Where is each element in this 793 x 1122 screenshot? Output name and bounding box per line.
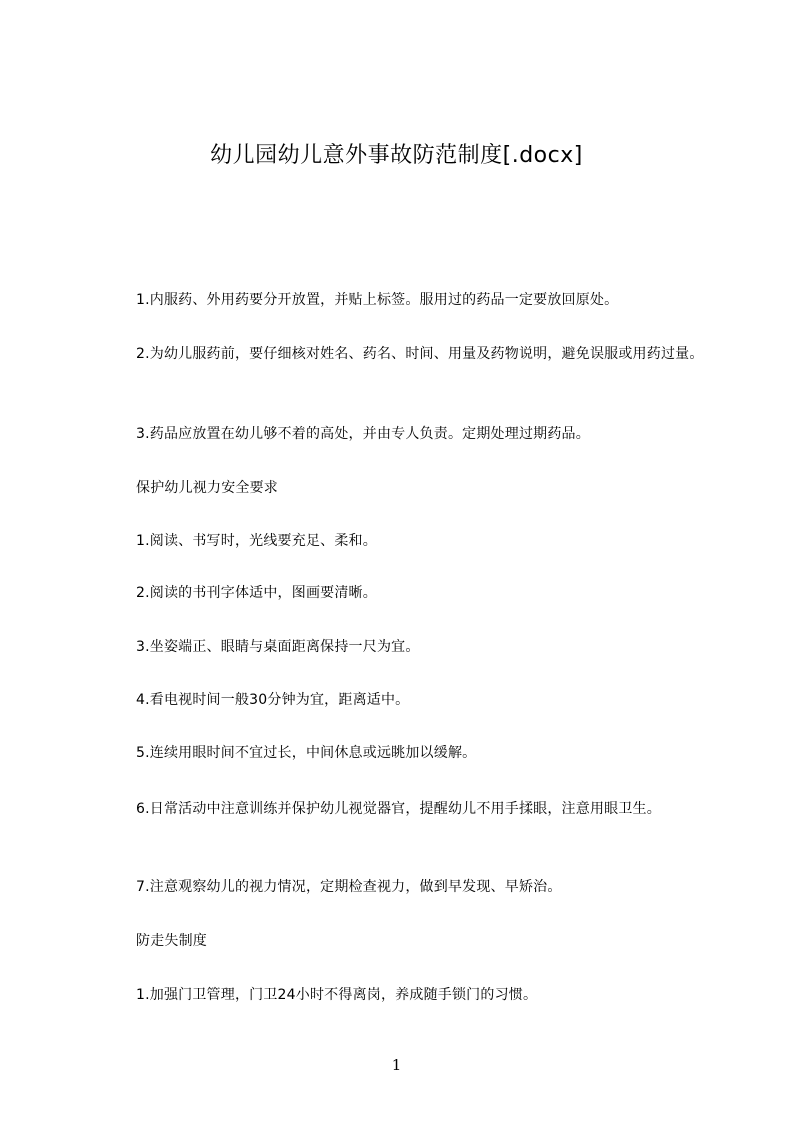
- paragraph-vision-5: 5.连续用眼时间不宜过长，中间休息或远眺加以缓解。: [136, 745, 477, 761]
- document-title: 幼儿园幼儿意外事故防范制度[.docx]: [210, 143, 583, 168]
- paragraph-vision-4: 4.看电视时间一般30分钟为宜，距离适中。: [136, 692, 410, 708]
- paragraph-gate-management: 1.加强门卫管理，门卫24小时不得离岗，养成随手锁门的习惯。: [136, 987, 538, 1003]
- paragraph-vision-6: 6.日常活动中注意训练并保护幼儿视觉器官，提醒幼儿不用手揉眼，注意用眼卫生。: [136, 801, 661, 817]
- paragraph-vision-1: 1.阅读、书写时，光线要充足、柔和。: [136, 533, 377, 549]
- section-heading-lost-prevention: 防走失制度: [136, 933, 207, 949]
- section-heading-vision: 保护幼儿视力安全要求: [136, 480, 278, 496]
- paragraph-vision-7: 7.注意观察幼儿的视力情况，定期检查视力，做到早发现、早矫治。: [136, 879, 562, 895]
- paragraph-medicine-storage: 1.内服药、外用药要分开放置，并贴上标签。服用过的药品一定要放回原处。: [136, 292, 619, 308]
- paragraph-medicine-placement: 3.药品应放置在幼儿够不着的高处，并由专人负责。定期处理过期药品。: [136, 426, 590, 442]
- paragraph-medicine-check: 2.为幼儿服药前，要仔细核对姓名、药名、时间、用量及药物说明，避免误服或用药过量。: [136, 346, 704, 362]
- page-number: 1: [391, 1056, 402, 1074]
- paragraph-vision-3: 3.坐姿端正、眼睛与桌面距离保持一尺为宜。: [136, 639, 420, 655]
- paragraph-vision-2: 2.阅读的书刊字体适中，图画要清晰。: [136, 585, 377, 601]
